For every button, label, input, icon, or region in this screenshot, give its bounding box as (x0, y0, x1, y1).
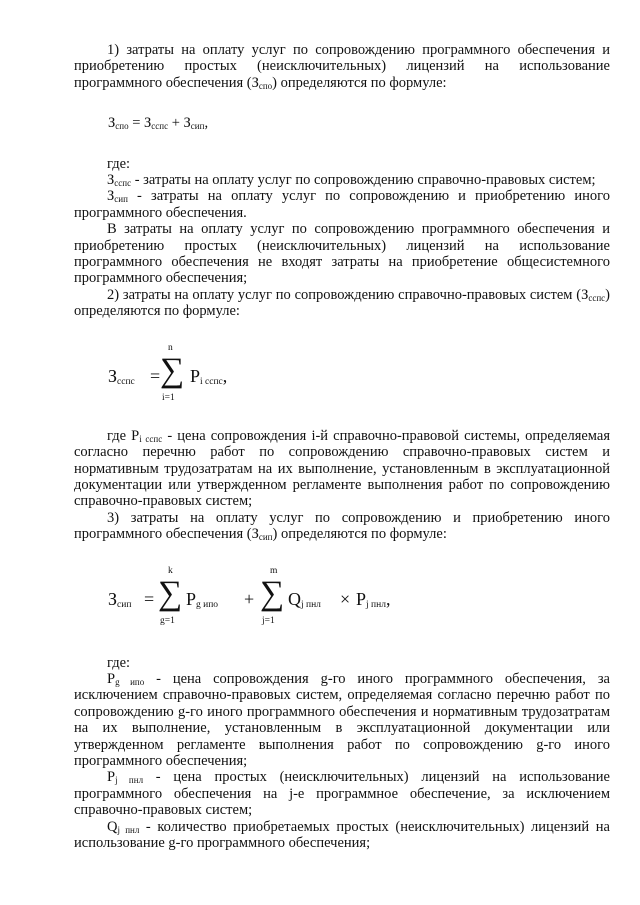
sum1-upper-limit: k (168, 565, 173, 576)
sum-lower-limit: i=1 (162, 392, 175, 403)
definition-pi-sspc: где $P_{i сспс}$ - цена сопровождения i-й справочно-правовой системы, определяемая согласно перечню работ по сопровождению справочно-правовых систем и нормативным трудозатратам на их выполнение, установленным в эксплуатационной документации или утвержденном регламенте выполнения работ по сопровождению справочно-правовых систем; (74, 427, 610, 510)
where-label-2: где: (107, 654, 131, 671)
paragraph-item-1: 1) затраты на оплату услуг по сопровождению программного обеспечения и приобретению простых (неисключительных) лицензий на использование программного обеспечения $(З_{спо})$ определяются по формуле: (74, 42, 610, 91)
formula-sip: $З_{сип}$ = k ∑ g=1 $P_{g ипо}$ + m ∑ j=1 $Q_{j пнл}$ × $P_{j пнл}$, (108, 565, 391, 626)
definition-qj-pnl: $Q_{j пнл}$ - количество приобретаемых простых (неисключительных) лицензий на использование g-го программного обеспечения; (74, 818, 610, 851)
definition-sspc: $З_{сспс}$ - затраты на оплату услуг по сопровождению справочно-правовых систем; (107, 172, 596, 189)
formula-sspc: $З_{сспс}$ = n ∑ i=1 $P_{i сспс}$, (108, 342, 228, 403)
sum-upper-limit: n (168, 342, 173, 353)
sum1-lower-limit: g=1 (160, 615, 175, 626)
definition-pj-pnl: $P_{j пнл}$ - цена простых (неисключительных) лицензий на использование программного обеспечения на j-е программное обеспечение, за исключением справочно-правовых систем; (74, 769, 610, 819)
paragraph-item-3: 3) затраты на оплату услуг по сопровождению и приобретению иного программного обеспечения $(З_{сип})$ определяются по формуле: (74, 509, 610, 543)
where-label-1: где: (107, 155, 131, 172)
sigma-symbol: ∑ (260, 574, 285, 612)
paragraph-exclusion: В затраты на оплату услуг по сопровождению программного обеспечения и приобретению простых (неисключительных) лицензий на использование программного обеспечения не входят затраты на приобретение общесистемного программного обеспечения; (74, 221, 610, 287)
paragraph-item-2: 2) затраты на оплату услуг по сопровождению справочно-правовых систем $(З_{сспс})$ определяются по формуле: (74, 286, 610, 320)
sum2-lower-limit: j=1 (262, 615, 275, 626)
sum2-upper-limit: m (270, 565, 278, 576)
definition-sip: $З_{сип}$ - затраты на оплату услуг по сопровождению и приобретению иного программного обеспечения. (74, 188, 610, 221)
sigma-symbol: ∑ (158, 574, 183, 612)
definition-pg-ipo: $P_{g ипо}$ - цена сопровождения g-го иного программного обеспечения, за исключением справочно-правовых систем, определяемая согласно перечню работ по сопровождению g-го иного программного обеспечения и нормативным трудозатратам на их выполнение, установленным в эксплуатационной документации или утвержденном регламенте выполнения работ по сопровождению g-го иного программного обеспечения; (74, 670, 610, 769)
sigma-symbol: ∑ (160, 351, 185, 389)
formula-total-cost: $З_{спо} = З_{сспс} + З_{сип}$, (108, 115, 209, 132)
